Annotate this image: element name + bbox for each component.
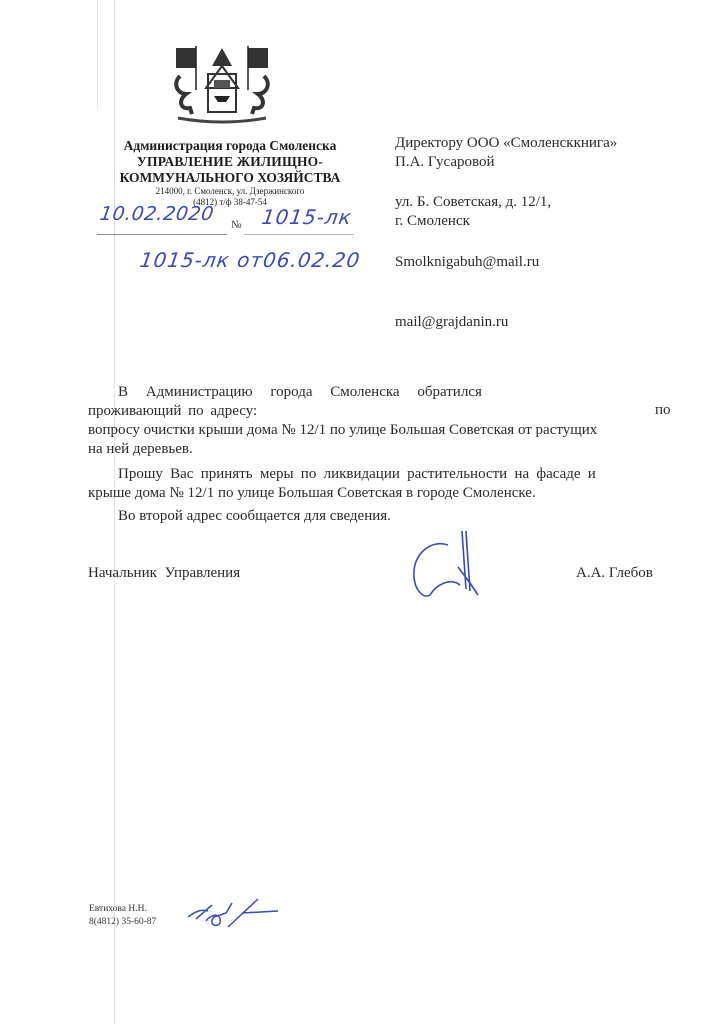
org-address: 214000, г. Смоленск, ул. Дзержинского bbox=[155, 186, 305, 196]
org-phone: (4812) т/ф 38-47-54 bbox=[193, 197, 267, 207]
paragraph-1-line-2: проживающий по адресу: bbox=[88, 403, 258, 419]
paragraph-1-line-2-end: по bbox=[655, 402, 671, 418]
signatory-title: Начальник Управления bbox=[88, 565, 241, 581]
number-sign: № bbox=[231, 219, 242, 231]
signatory-name: А.А. Глебов bbox=[576, 565, 653, 581]
recipient-city: г. Смоленск bbox=[395, 213, 470, 229]
department-name-line2: КОММУНАЛЬНОГО ХОЗЯЙСТВА bbox=[119, 170, 341, 185]
handwritten-date: 10.02.2020 bbox=[98, 203, 216, 225]
paragraph-1-line-3: вопросу очистки крыши дома № 12/1 по улице Большая Советская от растущих bbox=[88, 422, 598, 438]
paragraph-2-line-1: Прошу Вас принять меры по ликвидации растительности на фасаде и bbox=[118, 466, 596, 482]
paragraph-1-line-1: В Администрацию города Смоленска обратился bbox=[118, 384, 482, 400]
handwritten-number: 1015-лк bbox=[260, 205, 354, 229]
recipient-title: Директору ООО «Смоленсккнига» bbox=[395, 135, 618, 151]
paragraph-1-line-4: на ней деревьев. bbox=[88, 441, 193, 457]
number-underline bbox=[244, 234, 354, 235]
coat-of-arms-icon bbox=[168, 44, 276, 128]
recipient-email-1: Smolknigabuh@mail.ru bbox=[395, 254, 540, 270]
recipient-name: П.А. Гусаровой bbox=[395, 154, 495, 170]
executor-phone: 8(4812) 35-60-87 bbox=[89, 917, 157, 927]
signature-icon bbox=[400, 525, 500, 605]
date-underline bbox=[97, 234, 227, 235]
paragraph-2-line-2: крыше дома № 12/1 по улице Большая Советская в городе Смоленске. bbox=[88, 485, 536, 501]
recipient-street: ул. Б. Советская, д. 12/1, bbox=[395, 194, 552, 210]
scan-artifact-line bbox=[97, 0, 98, 110]
handwritten-reference: 1015-лк от06.02.20 bbox=[138, 248, 362, 272]
recipient-email-2: mail@grajdanin.ru bbox=[395, 314, 509, 330]
executor-name: Евтихова Н.Н. bbox=[89, 904, 147, 914]
department-name-line1: УПРАВЛЕНИЕ ЖИЛИЩНО- bbox=[136, 154, 324, 169]
executor-signature-icon bbox=[182, 893, 282, 935]
org-name: Администрация города Смоленска bbox=[123, 138, 337, 153]
paragraph-3: Во второй адрес сообщается для сведения. bbox=[118, 508, 391, 524]
